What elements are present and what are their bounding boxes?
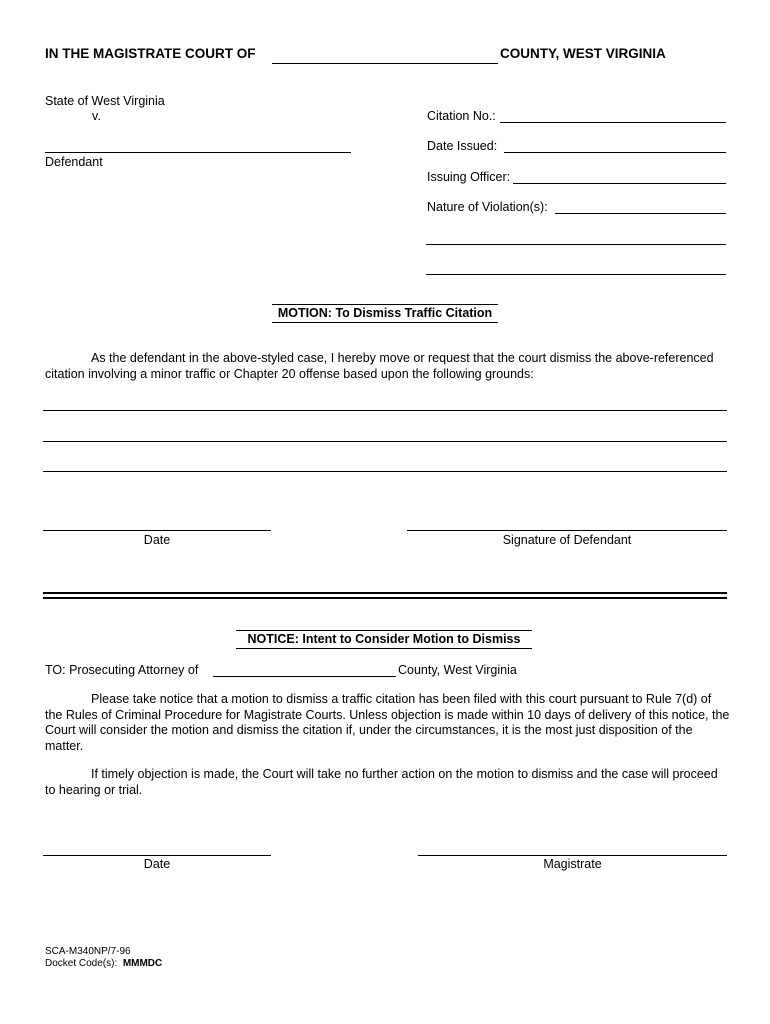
- notice-date-line[interactable]: [43, 855, 271, 856]
- section-divider-1: [43, 592, 727, 594]
- motion-body: [45, 351, 730, 382]
- notice-paragraph-2-text: If timely objection is made, the Court will take no further action on the motion to dismiss and the case will proceed to hearing or trial.: [45, 767, 718, 797]
- issuing-officer-label: Issuing Officer:: [427, 170, 511, 184]
- defendant-signature-line[interactable]: [407, 530, 727, 531]
- motion-title: MOTION: To Dismiss Traffic Citation: [272, 304, 498, 323]
- motion-date-line[interactable]: [43, 530, 271, 531]
- grounds-line-2[interactable]: [43, 441, 727, 442]
- grounds-line-3[interactable]: [43, 471, 727, 472]
- motion-body-text: As the defendant in the above-styled case, I hereby move or request that the court dismiss the above-referenced citation involving a minor traffic or Chapter 20 offense based upon the following grounds:: [45, 351, 714, 381]
- court-title-prefix: IN THE MAGISTRATE COURT OF: [45, 46, 256, 61]
- defendant-label: Defendant: [45, 155, 103, 169]
- nature-of-violation-line-2[interactable]: [426, 244, 726, 245]
- plaintiff-name: State of West Virginia: [45, 94, 165, 108]
- defendant-signature-label: Signature of Defendant: [502, 533, 632, 547]
- defendant-name-line[interactable]: [45, 152, 351, 153]
- citation-no-label: Citation No.:: [427, 109, 496, 123]
- nature-of-violation-label: Nature of Violation(s):: [427, 200, 548, 214]
- nature-of-violation-line-3[interactable]: [426, 274, 726, 275]
- notice-to-prefix: TO: Prosecuting Attorney of: [45, 663, 199, 677]
- versus-label: v.: [92, 109, 101, 123]
- court-title-suffix: COUNTY, WEST VIRGINIA: [500, 46, 666, 61]
- section-divider-2: [43, 597, 727, 599]
- magistrate-signature-label: Magistrate: [543, 857, 602, 871]
- magistrate-signature-line[interactable]: [418, 855, 727, 856]
- notice-paragraph-2: [45, 767, 730, 798]
- nature-of-violation-field[interactable]: [555, 213, 726, 214]
- issuing-officer-field[interactable]: [513, 183, 726, 184]
- notice-date-label: Date: [143, 857, 171, 871]
- notice-title: NOTICE: Intent to Consider Motion to Dismiss: [236, 630, 532, 649]
- docket-code-label: Docket Code(s):: [45, 958, 118, 969]
- notice-to-suffix: County, West Virginia: [398, 663, 517, 677]
- motion-date-label: Date: [143, 533, 171, 547]
- prosecutor-county-field[interactable]: [213, 676, 396, 677]
- docket-code-line: [45, 958, 162, 969]
- notice-paragraph-1: [45, 692, 730, 754]
- docket-code-value: MMMDC: [122, 958, 163, 969]
- grounds-line-1[interactable]: [43, 410, 727, 411]
- form-code: SCA-M340NP/7-96: [45, 946, 131, 957]
- citation-no-field[interactable]: [500, 122, 726, 123]
- date-issued-field[interactable]: [504, 152, 726, 153]
- county-field-line[interactable]: [272, 63, 498, 64]
- date-issued-label: Date Issued:: [427, 139, 498, 153]
- notice-paragraph-1-text: Please take notice that a motion to dismiss a traffic citation has been filed with this court pursuant to Rule 7(d) of the Rules of Criminal Procedure for Magistrate Courts. Unless objection is made within 10 days of delivery of this notice, the Court will consider the motion and dismiss the citation if, under the circumstances, it is the most just disposition of the matter.: [45, 692, 730, 753]
